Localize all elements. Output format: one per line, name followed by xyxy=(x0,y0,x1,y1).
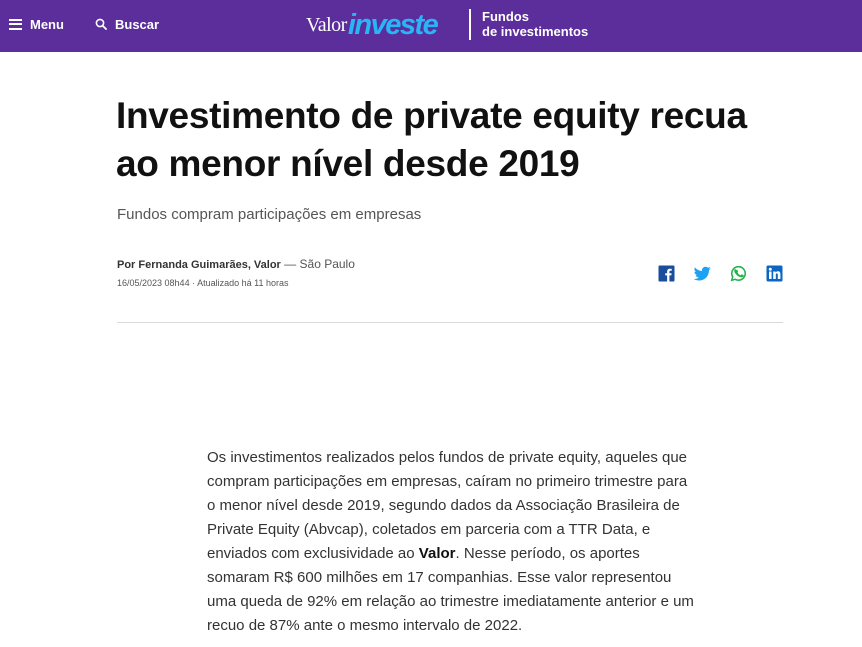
article-paragraph xyxy=(207,446,697,638)
valor-investe-logo[interactable] xyxy=(306,5,437,45)
share-linkedin-button[interactable] xyxy=(766,265,783,282)
search-label: Buscar xyxy=(115,16,160,32)
byline-city: São Paulo xyxy=(299,257,355,271)
section-title-line1: Fundos xyxy=(482,9,529,24)
search-icon xyxy=(95,18,107,30)
article-headline: Investimento de private equity recua ao menor nível desde 2019 xyxy=(116,95,747,184)
menu-label: Menu xyxy=(30,16,64,32)
top-navigation-bar xyxy=(0,0,862,52)
byline-author: Por Fernanda Guimarães, Valor xyxy=(117,259,281,271)
logo-investe-text: investe xyxy=(347,8,438,41)
paragraph-bold-valor: Valor xyxy=(418,545,456,562)
share-whatsapp-button[interactable] xyxy=(730,265,747,282)
paragraph-text-1: Os investimentos realizados pelos fundos de private equity, aqueles que compram participações em empresas, caíram no primeiro trimestre para o menor nível desde 2019, segundo dados da Associação Brasileira de Private Equity (Abvcap), coletados em parceria com a TTR Data, e enviados com exclusividade ao xyxy=(207,449,688,562)
share-facebook-button[interactable] xyxy=(658,265,675,282)
article-dateline: 16/05/2023 08h44 · Atualizado há 11 horas xyxy=(117,278,289,288)
search-button[interactable] xyxy=(95,15,159,33)
logo-divider xyxy=(469,9,471,40)
byline xyxy=(117,257,355,271)
header-divider xyxy=(117,322,783,323)
logo-valor-text: Valor xyxy=(306,13,347,36)
paragraph-text-2: . Nesse período, os aportes somaram R$ 600 milhões em 17 companhias. Esse valor representou uma queda de 92% em relação ao trimestre imediatamente anterior e um recuo de 87% ante o mesmo intervalo de 2022. xyxy=(207,545,694,634)
byline-separator: — xyxy=(280,257,300,271)
facebook-icon xyxy=(658,265,675,282)
hamburger-icon xyxy=(9,19,22,30)
section-title-line2: de investimentos xyxy=(482,24,589,39)
twitter-icon xyxy=(694,265,711,282)
whatsapp-icon xyxy=(730,265,747,282)
menu-button[interactable] xyxy=(9,15,64,33)
linkedin-icon xyxy=(766,265,783,282)
article-subtitle: Fundos compram participações em empresas xyxy=(117,206,422,223)
section-title-link[interactable] xyxy=(482,9,622,39)
share-twitter-button[interactable] xyxy=(694,265,711,282)
